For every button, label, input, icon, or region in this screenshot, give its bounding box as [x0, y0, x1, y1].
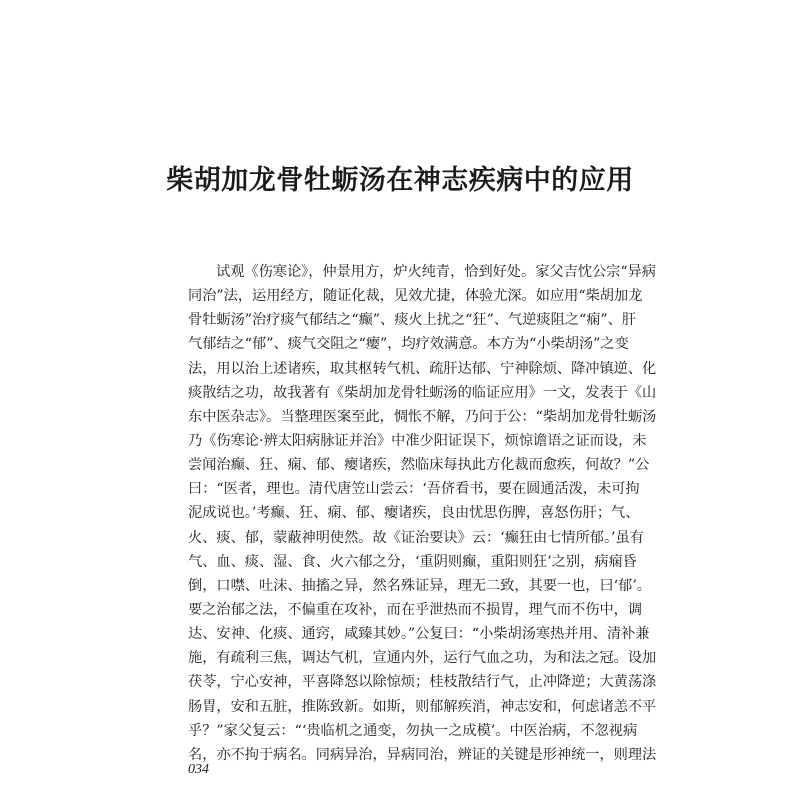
- text-line: 施，有疏利三焦，调达气机，宣通内外，运行气血之功，为和法之冠。设加: [188, 650, 657, 667]
- page-number: 034: [188, 762, 209, 777]
- text-line: 名，亦不拘于病名。同病异治，异病同治，辨证的关键是形神统一，则理法: [188, 746, 657, 763]
- text-line: 气、血、痰、湿、食、火六郁之分，‘重阴则癫，重阳则狂’之别，病痫昏: [188, 553, 637, 570]
- text-line: 气郁结之“郁”、痰气交阻之“瘿”，均疗效满意。本方为“小柴胡汤”之变: [188, 336, 629, 353]
- text-line: 试观《伤寒论》，仲景用方，炉火纯青，恰到好处。家父吉忱公宗“异病: [216, 264, 656, 280]
- text-line: 同治”法，运用经方，随证化裁，见效尤捷，体验尤深。如应用“柴胡加龙: [188, 288, 643, 305]
- text-line: 肠胃，安和五脏，推陈致新。如斯，则郁解疾消，神志安和，何虑诸恙不平: [188, 698, 657, 715]
- page-title: 柴胡加龙骨牡蛎汤在神志疾病中的应用: [166, 165, 634, 196]
- text-line: 曰：“医者，理也。清代唐笠山尝云：‘吾侪看书，要在圆通活泼，未可拘: [188, 481, 640, 498]
- text-line: 火、痰、郁，蒙蔽神明使然。故《证治要诀》云：‘癫狂由七情所郁。’虽有: [188, 529, 644, 546]
- text-line: 东中医杂志》。当整理医案至此，惆怅不解，乃问于公：“柴胡加龙骨牡蛎汤: [188, 408, 657, 425]
- text-line: 达、安神、化痰、通窍，咸臻其妙。”公复曰：“小柴胡汤寒热并用、清补兼: [188, 626, 650, 643]
- text-line: 尝闻治癫、狂、痫、郁、瘿诸疾，然临床每执此方化裁而愈疾，何故？”公: [188, 457, 650, 474]
- text-line: 骨牡蛎汤”治疗痰气郁结之“癫”、痰火上扰之“狂”、气逆痰阻之“痫”、肝: [188, 312, 637, 329]
- body-text: [188, 260, 657, 767]
- text-line: 法，用以治上述诸疾，取其枢转气机、疏肝达郁、宁神除烦、降冲镇逆、化: [188, 360, 657, 377]
- text-line: 乃《伤寒论·辨太阳病脉证并治》中准少阳证误下，烦惊谵语之证而设，未: [188, 432, 647, 449]
- text-line: 要之治郁之法，不偏重在攻补，而在乎泄热而不损胃，理气而不伤中，调: [188, 601, 643, 618]
- text-line: 茯苓，宁心安神，平喜降怒以除惊烦；桂枝散结行气，止冲降逆；大黄荡涤: [188, 674, 657, 691]
- text-line: 倒，口噤、吐沫、抽搐之异，然名殊证异，理无二致，其要一也，曰‘郁’。: [188, 577, 652, 594]
- text-line: 泥成说也。’考癫、狂、痫、郁、瘿诸疾，良由忧思伤脾，喜怒伤肝；气、: [188, 505, 640, 522]
- text-line: 乎？”家父复云：“‘贵临机之通变，勿执一之成模’。中医治病，不忽视病: [188, 722, 638, 739]
- text-line: 痰散结之功，故我著有《柴胡加龙骨牡蛎汤的临证应用》一文，发表于《山: [188, 384, 657, 401]
